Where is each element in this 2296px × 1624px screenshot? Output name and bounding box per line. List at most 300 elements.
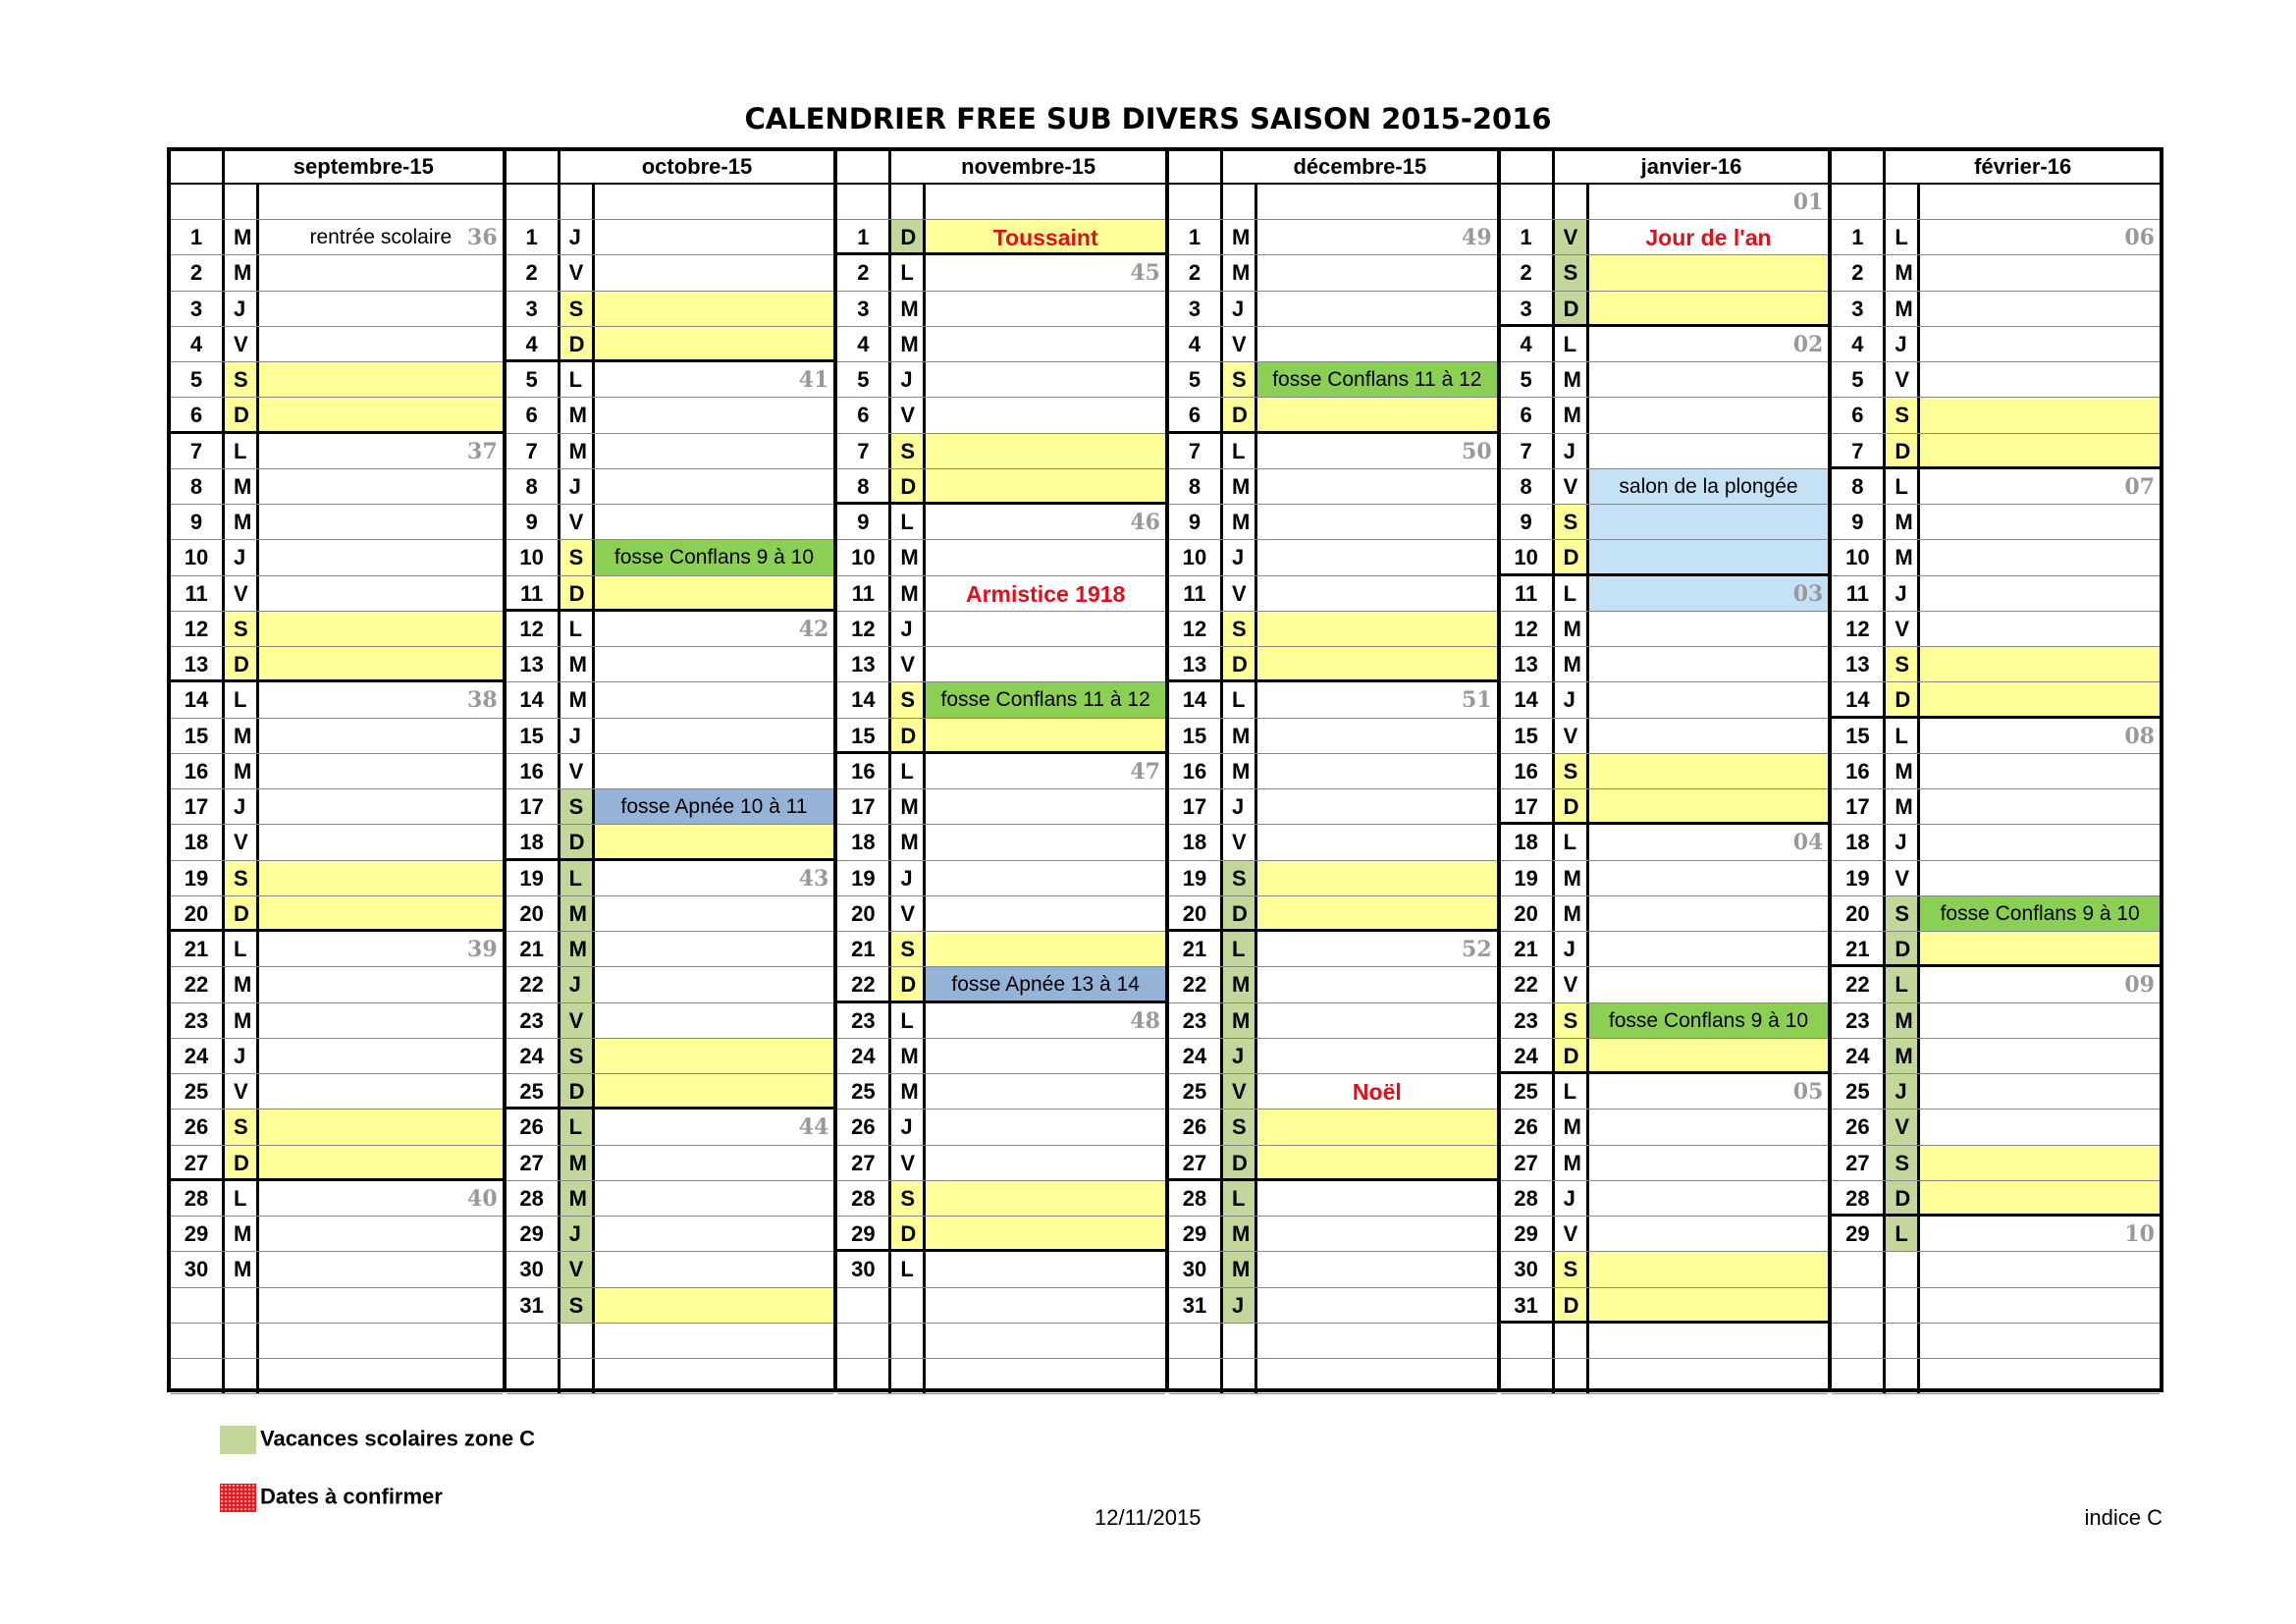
day-row [507, 1252, 834, 1287]
day-number: 6 [1520, 403, 1532, 428]
day-letter [888, 185, 926, 219]
day-number [1501, 1359, 1552, 1393]
day-letter: J [888, 861, 926, 895]
day-row [837, 292, 1165, 327]
day-event-cell [595, 896, 834, 931]
day-number: 30 [184, 1257, 209, 1282]
day-letter: V [222, 1074, 259, 1109]
week-number: 03 [1792, 580, 1824, 607]
day-event-cell [1920, 255, 2160, 290]
day-row [171, 292, 503, 327]
day-number: 10 [1845, 545, 1870, 570]
day-row [1169, 682, 1497, 718]
day-event-cell [1920, 362, 2160, 397]
day-event-cell [926, 754, 1165, 788]
day-event-cell [926, 220, 1165, 252]
day-letter: V [1220, 1074, 1257, 1109]
day-row [1501, 292, 1829, 327]
day-number: 21 [1182, 937, 1207, 961]
header-spacer-row [507, 185, 834, 220]
day-letter: L [222, 434, 259, 468]
day-number: 19 [1845, 865, 1870, 891]
day-number: 10 [184, 545, 209, 570]
day-event-cell [926, 1252, 1165, 1286]
day-letter: J [558, 1217, 595, 1251]
day-number: 16 [1514, 758, 1538, 784]
day-event-cell [1257, 398, 1497, 430]
day-number: 23 [519, 1007, 544, 1033]
legend-confirm [220, 1484, 443, 1512]
month-header [1169, 151, 1497, 185]
day-number: 31 [519, 1292, 544, 1318]
day-letter: M [888, 576, 926, 611]
day-row [507, 825, 834, 860]
day-event-cell [595, 682, 834, 717]
week-number: 04 [1792, 830, 1824, 856]
day-event-cell [926, 505, 1165, 539]
day-event-cell [926, 932, 1165, 966]
day-row [1169, 967, 1497, 1002]
day-event-cell [259, 255, 503, 290]
day-row [1169, 861, 1497, 896]
day-letter: V [1883, 1110, 1920, 1144]
day-row [1501, 861, 1829, 896]
day-letter [1220, 1359, 1257, 1393]
day-event-cell [595, 1039, 834, 1073]
day-letter: J [1220, 540, 1257, 574]
day-event-cell [259, 1217, 503, 1251]
day-event-cell [1589, 861, 1829, 895]
footer-indice: indice C [2084, 1505, 2163, 1530]
day-event-cell [1920, 647, 2160, 681]
day-letter: V [1552, 220, 1589, 254]
day-row [507, 362, 834, 398]
day-letter: J [1883, 1074, 1920, 1109]
day-row [1169, 1039, 1497, 1074]
day-number: 15 [519, 723, 544, 748]
day-letter: L [1220, 1181, 1257, 1216]
day-event-cell [259, 1146, 503, 1178]
event-label: fosse Conflans 11 à 12 [940, 688, 1150, 712]
day-letter: M [1552, 861, 1589, 895]
day-row [1832, 932, 2160, 967]
day-row [507, 967, 834, 1002]
legend-vacances [220, 1426, 535, 1454]
header-spacer-row [837, 185, 1165, 220]
day-number: 29 [184, 1221, 209, 1246]
day-number: 31 [1182, 1292, 1207, 1318]
day-number [171, 1288, 222, 1323]
day-row [171, 1039, 503, 1074]
day-event-cell [595, 292, 834, 326]
day-number: 23 [851, 1007, 876, 1033]
day-letter: M [1220, 1003, 1257, 1038]
day-number: 15 [1514, 723, 1538, 748]
day-letter: M [1220, 754, 1257, 788]
week-number: 10 [2124, 1221, 2155, 1247]
day-event-cell [1589, 647, 1829, 681]
day-number: 1 [1851, 225, 1864, 249]
day-row [171, 825, 503, 860]
day-event-cell [595, 1252, 834, 1286]
day-letter: L [888, 754, 926, 788]
day-row [171, 1288, 503, 1324]
day-row [1501, 1146, 1829, 1181]
day-event-cell [259, 1110, 503, 1144]
day-letter: L [558, 861, 595, 895]
day-number: 1 [189, 225, 203, 249]
day-number: 18 [1182, 830, 1207, 855]
day-row [171, 861, 503, 896]
week-number: 05 [1792, 1079, 1824, 1105]
day-event-cell [595, 612, 834, 646]
day-row [1169, 1146, 1497, 1181]
day-number: 22 [851, 972, 876, 998]
day-event-cell [1257, 932, 1497, 966]
day-event-cell [595, 255, 834, 290]
day-event-cell [259, 1252, 503, 1286]
day-number: 15 [851, 723, 876, 748]
day-number: 13 [1845, 652, 1870, 677]
event-label: fosse Apnée 13 à 14 [951, 973, 1140, 997]
day-letter: L [222, 1181, 259, 1216]
day-letter: D [558, 825, 595, 857]
day-row [171, 576, 503, 612]
day-letter: M [222, 967, 259, 1001]
day-event-cell [595, 185, 834, 219]
day-row [1832, 861, 2160, 896]
day-event-cell [1920, 1359, 2160, 1393]
day-letter: L [1552, 1074, 1589, 1109]
day-number: 8 [1188, 473, 1201, 499]
day-event-cell [1257, 1359, 1497, 1393]
day-letter: J [888, 612, 926, 646]
week-number: 45 [1130, 260, 1160, 287]
week-number: 42 [798, 616, 829, 642]
day-number: 6 [189, 403, 203, 428]
day-letter: M [222, 255, 259, 290]
day-number: 28 [1845, 1185, 1870, 1211]
day-row [171, 1003, 503, 1039]
day-letter [558, 1324, 595, 1358]
day-event-cell [1589, 896, 1829, 931]
day-number: 7 [1188, 438, 1201, 463]
day-row [1832, 719, 2160, 754]
day-number: 12 [519, 616, 544, 641]
day-letter: J [222, 1039, 259, 1073]
day-event-cell [595, 967, 834, 1001]
day-event-cell [259, 292, 503, 326]
day-row [171, 327, 503, 362]
day-number [837, 1324, 888, 1358]
day-letter: J [1883, 327, 1920, 361]
day-letter: D [1883, 434, 1920, 466]
day-number [1169, 1359, 1220, 1393]
day-event-cell [1257, 1288, 1497, 1323]
day-number: 28 [1514, 1185, 1538, 1211]
day-row [1832, 220, 2160, 255]
day-row [1169, 1110, 1497, 1145]
day-number: 18 [1514, 830, 1538, 855]
day-event-cell [1589, 1146, 1829, 1180]
day-event-cell [926, 967, 1165, 1000]
day-letter: L [1552, 825, 1589, 859]
day-letter: J [1552, 932, 1589, 966]
day-event-cell [595, 861, 834, 895]
month-header [507, 151, 834, 185]
day-letter: M [888, 1039, 926, 1073]
day-row [1169, 576, 1497, 612]
day-row [1169, 1181, 1497, 1217]
day-letter: D [1552, 540, 1589, 572]
day-event-cell [926, 1110, 1165, 1144]
day-row [507, 1110, 834, 1145]
day-letter: V [1552, 719, 1589, 753]
day-letter [1552, 1324, 1589, 1358]
day-number: 3 [189, 296, 203, 321]
day-number: 14 [184, 687, 209, 713]
day-letter: L [222, 682, 259, 717]
day-letter [1883, 1288, 1920, 1323]
day-number: 21 [851, 937, 876, 961]
day-event-cell [1257, 967, 1497, 1001]
day-number: 18 [519, 830, 544, 855]
day-row [837, 1146, 1165, 1181]
day-number: 1 [525, 225, 538, 249]
day-number: 9 [525, 510, 538, 534]
day-number: 20 [1514, 900, 1538, 926]
day-row [1832, 469, 2160, 505]
day-letter: M [1883, 540, 1920, 574]
day-event-cell [926, 1181, 1165, 1216]
day-row [507, 1359, 834, 1394]
day-event-cell [1920, 292, 2160, 326]
day-event-cell [1257, 1217, 1497, 1251]
day-number: 18 [1845, 830, 1870, 855]
day-letter [1883, 1252, 1920, 1286]
day-letter: M [1883, 505, 1920, 539]
day-letter: M [222, 469, 259, 504]
event-label: Jour de l'an [1645, 225, 1772, 250]
day-event-cell [595, 540, 834, 574]
day-event-cell [1257, 1074, 1497, 1109]
day-number: 18 [184, 830, 209, 855]
day-event-cell [926, 469, 1165, 502]
week-number: 44 [798, 1114, 829, 1141]
day-letter: V [1883, 861, 1920, 895]
day-event-cell [259, 1181, 503, 1216]
day-letter: L [888, 1252, 926, 1286]
day-row [507, 1288, 834, 1324]
event-label: Toussaint [992, 225, 1098, 250]
day-letter: D [222, 896, 259, 929]
event-label: Noël [1352, 1079, 1402, 1105]
day-letter: M [888, 327, 926, 361]
day-letter: D [888, 220, 926, 252]
day-number: 9 [1188, 510, 1201, 534]
day-letter: S [1552, 1252, 1589, 1286]
day-number: 18 [851, 830, 876, 855]
day-letter [1552, 185, 1589, 219]
day-letter: V [558, 1003, 595, 1038]
day-number: 7 [189, 438, 203, 463]
day-row [171, 682, 503, 718]
day-letter: S [222, 362, 259, 397]
day-row [1169, 789, 1497, 825]
week-number: 37 [467, 438, 498, 464]
day-number: 17 [519, 794, 544, 819]
day-number [171, 1359, 222, 1393]
day-letter: V [1220, 327, 1257, 361]
day-row [1501, 682, 1829, 718]
day-letter: S [558, 1039, 595, 1073]
day-event-cell [259, 754, 503, 788]
day-event-cell [1920, 932, 2160, 964]
day-letter: V [558, 1252, 595, 1286]
day-number: 15 [1182, 723, 1207, 748]
day-number: 3 [1188, 296, 1201, 321]
day-number: 16 [1182, 758, 1207, 784]
day-letter: M [558, 1181, 595, 1216]
day-letter: S [1883, 398, 1920, 432]
day-row [1501, 719, 1829, 754]
day-event-cell [259, 540, 503, 574]
day-row [171, 220, 503, 255]
day-event-cell [1589, 1252, 1829, 1286]
day-letter: V [888, 647, 926, 681]
day-event-cell [1920, 327, 2160, 361]
day-row [507, 1039, 834, 1074]
day-event-cell [595, 789, 834, 824]
day-number: 27 [519, 1150, 544, 1175]
day-letter: M [558, 896, 595, 931]
day-letter: J [1552, 1181, 1589, 1216]
legend-vacances-label: Vacances scolaires zone C [260, 1426, 536, 1451]
day-event-cell [926, 647, 1165, 681]
day-row [1832, 789, 2160, 825]
day-row [507, 1003, 834, 1039]
header-spacer-row [1501, 185, 1829, 220]
day-letter: S [1883, 647, 1920, 681]
day-number: 17 [184, 794, 209, 819]
day-letter: M [888, 540, 926, 574]
day-row [837, 754, 1165, 789]
day-row [1501, 1252, 1829, 1287]
week-number: 09 [2124, 972, 2155, 999]
day-number: 23 [1845, 1007, 1870, 1033]
month-name: décembre-15 [1220, 151, 1497, 183]
week-number: 08 [2124, 723, 2155, 749]
day-letter [222, 1359, 259, 1393]
day-row [837, 719, 1165, 754]
day-row [1832, 612, 2160, 647]
day-event-cell [1920, 967, 2160, 1001]
day-event-cell [595, 434, 834, 468]
day-row [1501, 1324, 1829, 1359]
day-row [1501, 1074, 1829, 1110]
day-number: 12 [851, 616, 876, 641]
day-number: 20 [519, 900, 544, 926]
day-row [1169, 1252, 1497, 1287]
day-row [1169, 434, 1497, 469]
month-name: février-16 [1883, 151, 2160, 183]
day-letter: L [1883, 1217, 1920, 1251]
day-number: 11 [520, 580, 544, 606]
day-letter: V [1883, 362, 1920, 397]
day-number: 25 [1514, 1079, 1538, 1104]
day-number: 4 [1520, 331, 1532, 356]
day-row [1832, 540, 2160, 575]
day-letter: V [558, 754, 595, 788]
day-row [1832, 1003, 2160, 1039]
day-number: 19 [519, 865, 544, 891]
day-number: 29 [1845, 1221, 1870, 1246]
day-letter: M [558, 1146, 595, 1180]
day-letter [888, 1288, 926, 1323]
day-event-cell [1920, 1217, 2160, 1251]
day-event-cell [1589, 540, 1829, 572]
day-number [1832, 1359, 1883, 1393]
day-number: 22 [519, 972, 544, 998]
day-event-cell [1589, 1039, 1829, 1071]
day-letter: S [558, 540, 595, 574]
day-event-cell [595, 469, 834, 504]
day-row [837, 1074, 1165, 1110]
day-event-cell [926, 1324, 1165, 1358]
week-number: 43 [798, 865, 829, 892]
day-event-cell [1920, 861, 2160, 895]
day-row [171, 647, 503, 682]
day-letter: M [222, 754, 259, 788]
day-event-cell [1589, 185, 1829, 219]
day-row [1832, 896, 2160, 932]
day-letter: S [558, 1288, 595, 1323]
day-row [171, 612, 503, 647]
day-letter: D [1883, 1181, 1920, 1214]
week-number: 47 [1130, 758, 1160, 785]
day-number: 30 [851, 1257, 876, 1282]
day-event-cell [1257, 576, 1497, 611]
day-row [1501, 1110, 1829, 1145]
day-event-cell [1920, 398, 2160, 432]
day-number: 8 [1851, 473, 1864, 499]
day-number: 26 [519, 1114, 544, 1140]
day-number: 21 [519, 937, 544, 961]
day-letter: D [222, 1146, 259, 1178]
day-row [837, 469, 1165, 505]
day-number: 30 [1182, 1257, 1207, 1282]
day-number [1169, 1324, 1220, 1358]
day-row [1501, 1359, 1829, 1394]
day-event-cell [595, 719, 834, 753]
day-number: 29 [519, 1221, 544, 1246]
day-letter [1220, 1324, 1257, 1358]
day-event-cell [595, 505, 834, 539]
day-event-cell [1257, 1181, 1497, 1216]
day-number: 13 [851, 652, 876, 677]
day-row [837, 1003, 1165, 1039]
day-row [1832, 967, 2160, 1002]
day-event-cell [1920, 682, 2160, 715]
day-row [171, 1146, 503, 1181]
day-letter [888, 1324, 926, 1358]
day-event-cell [1257, 612, 1497, 646]
day-letter: V [558, 505, 595, 539]
day-row [1501, 1003, 1829, 1039]
day-event-cell [1257, 647, 1497, 679]
day-number [171, 185, 222, 219]
day-number: 12 [1845, 616, 1870, 641]
